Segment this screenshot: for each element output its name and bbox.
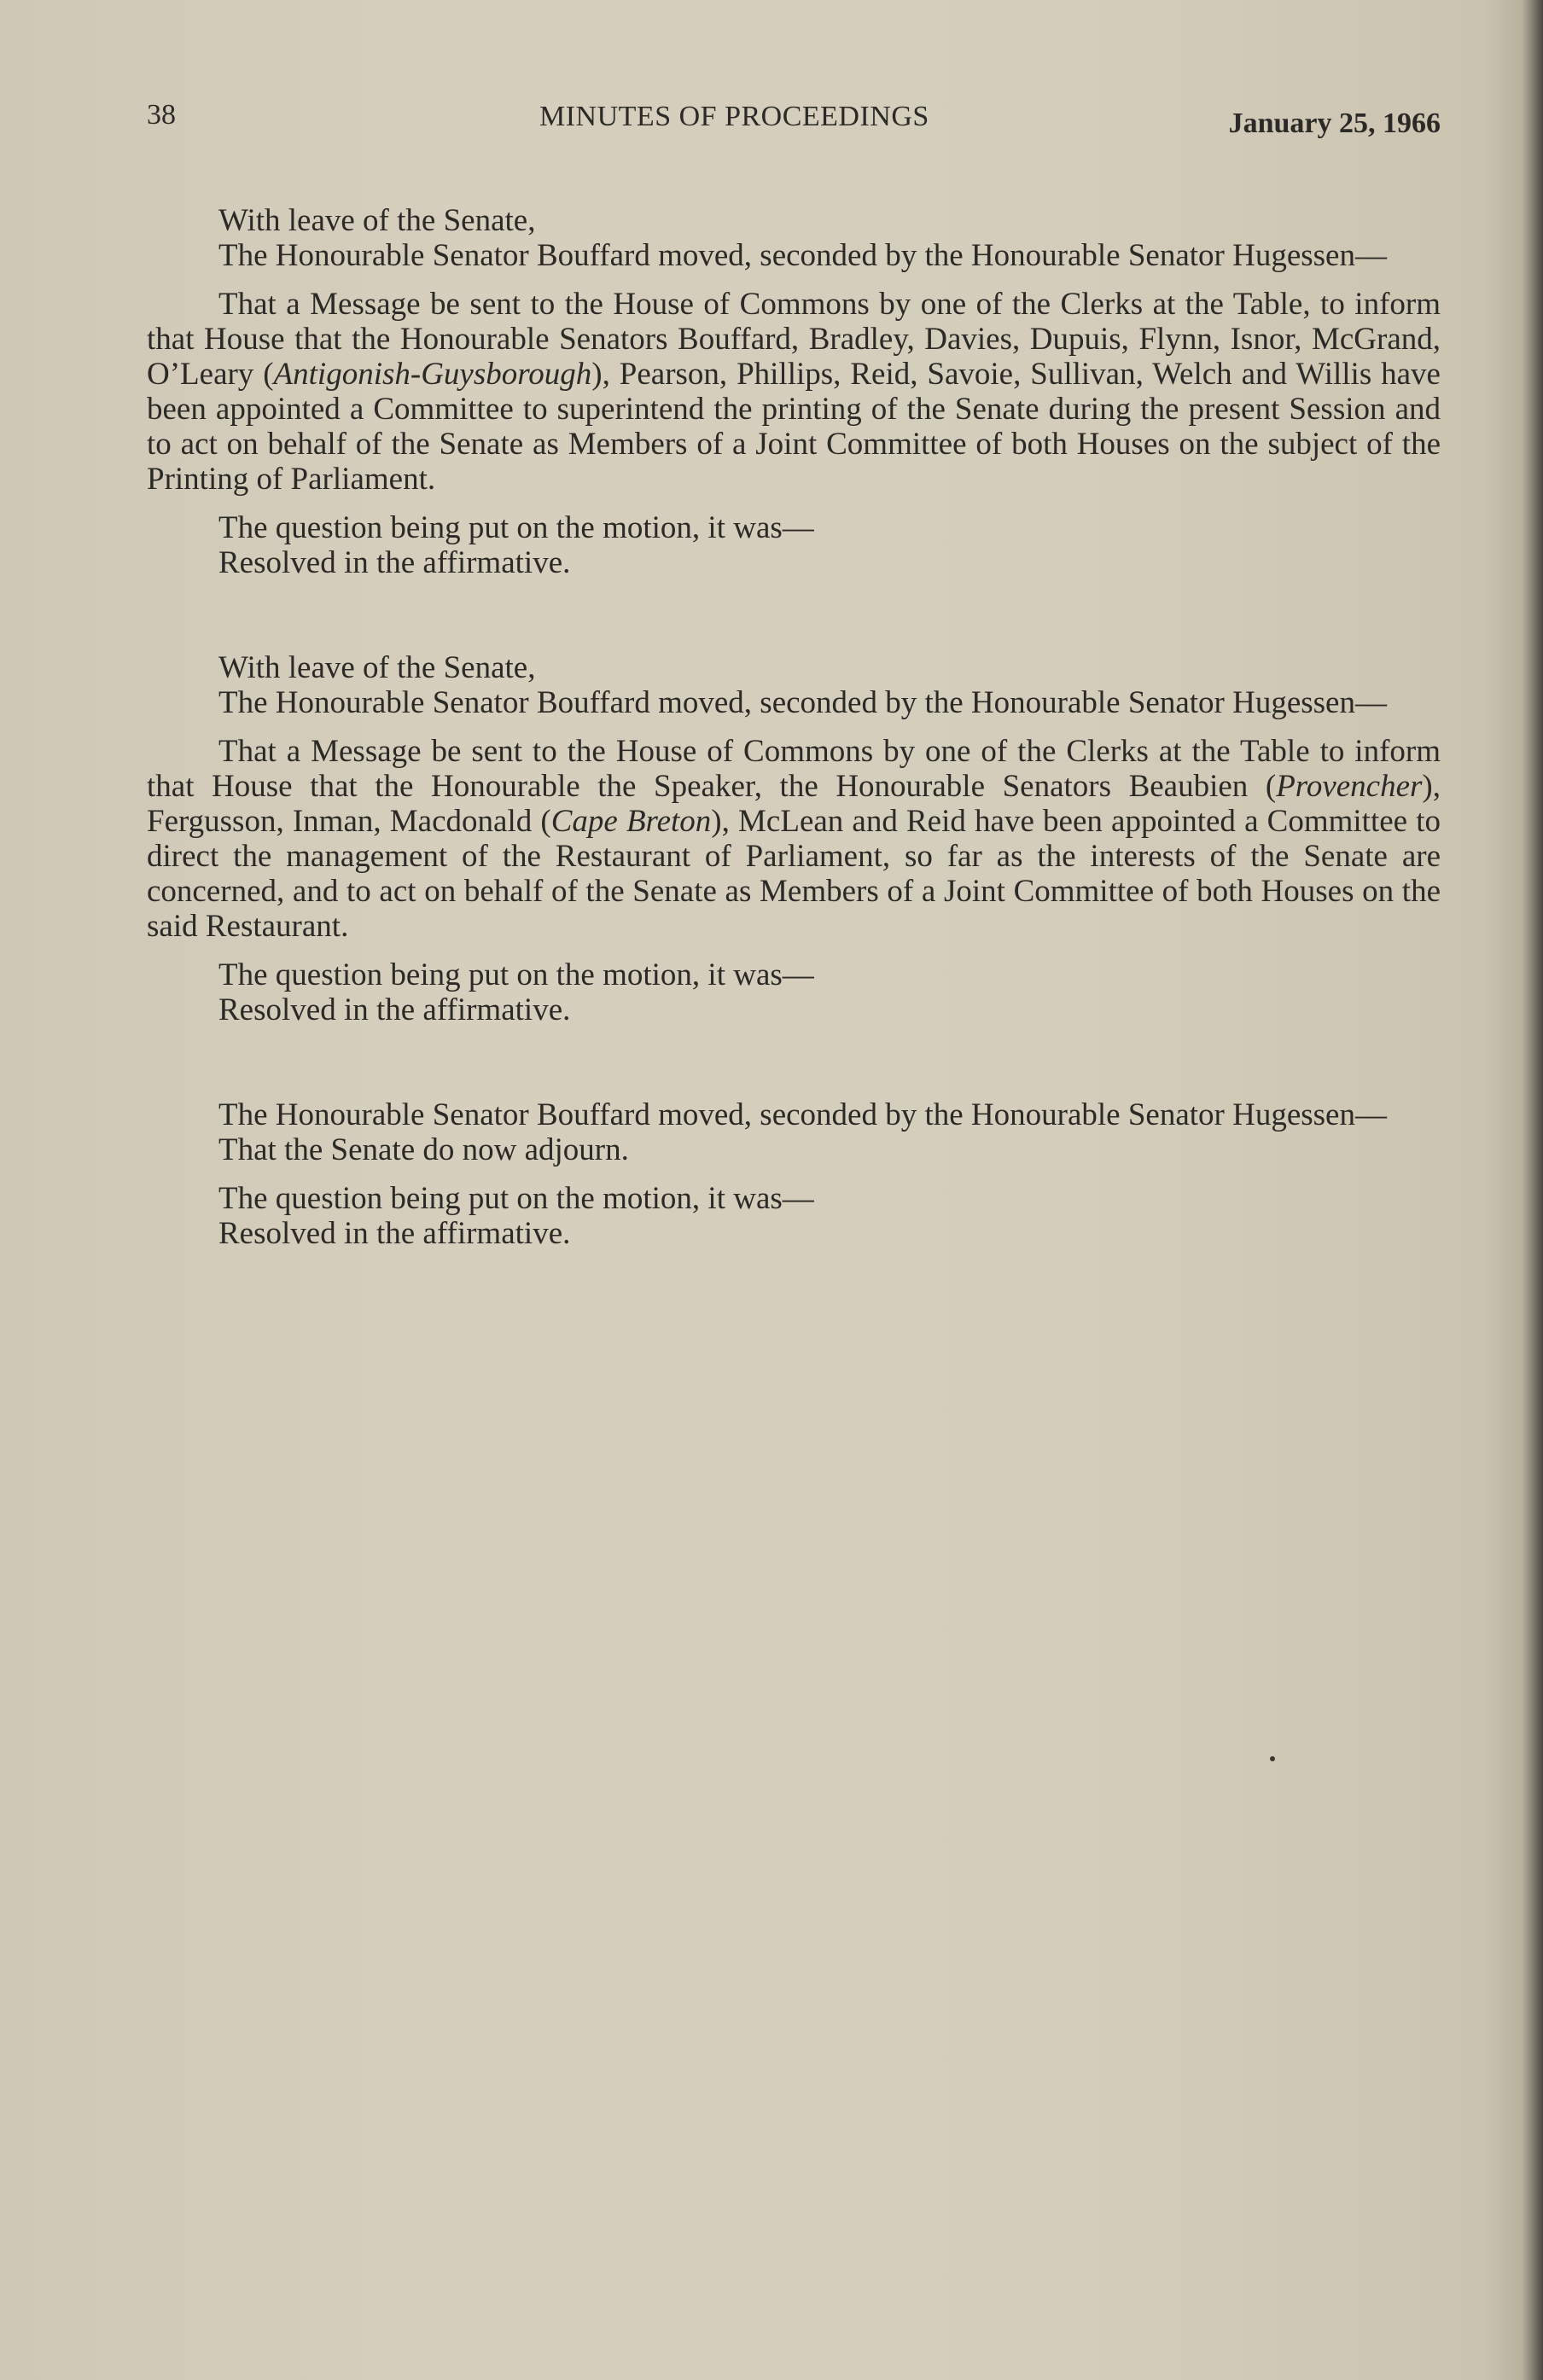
resolution-text-part: ), McLean and Reid have been appointed a Committee to direct the management of the Restaurant of Parliament, so far as the interests of the Senate are concerned, and to act on behalf of the Senate as Members of a Joint Committee of both Houses on the said Restaurant. [147, 804, 1441, 944]
page-number: 38 [147, 99, 176, 131]
motion-section-printing-committee [147, 203, 1441, 580]
question-line: The question being put on the motion, it was— [218, 510, 814, 545]
riding-name: Cape Breton [550, 804, 712, 839]
motion-section-restaurant-committee [147, 650, 1441, 1027]
question-line: The question being put on the motion, it was— [218, 1181, 814, 1216]
motion-text: The Honourable Senator Bouffard moved, seconded by the Honourable Senator Hugessen— [218, 238, 1387, 273]
resolution-text-part: ), Fergusson, Inman, Macdonald ( [147, 769, 1441, 839]
resolution-line: That the Senate do now adjourn. [218, 1132, 629, 1167]
paper-speck [1270, 1756, 1275, 1761]
motion-paragraph [147, 685, 1441, 720]
running-head: MINUTES OF PROCEEDINGS [539, 101, 929, 132]
motion-text: The Honourable Senator Bouffard moved, seconded by the Honourable Senator Hugessen— [218, 1097, 1387, 1132]
minutes-body [147, 203, 1441, 1321]
resolution-text-part: That a Message be sent to the House of Commons by one of the Clerks at the Table, to inform that House that the Honourable Senators Bouffard, Bradley, Davies, Dupuis, Flynn, Isnor, McGrand, O’Leary ( [147, 287, 1441, 392]
motion-paragraph [147, 238, 1441, 273]
resolution-paragraph [147, 734, 1441, 944]
question-line: The question being put on the motion, it was— [218, 957, 814, 992]
page-binding-edge [1521, 0, 1543, 2380]
leave-line: With leave of the Senate, [218, 203, 536, 238]
header-date: January 25, 1966 [1228, 108, 1441, 139]
motion-section-adjourn [147, 1097, 1441, 1251]
result-line: Resolved in the affirmative. [218, 992, 571, 1027]
result-line: Resolved in the affirmative. [218, 1216, 571, 1251]
riding-name: Provencher [1276, 769, 1423, 804]
leave-line: With leave of the Senate, [218, 650, 536, 685]
motion-paragraph [147, 1097, 1441, 1132]
result-line: Resolved in the affirmative. [218, 545, 571, 580]
motion-text: The Honourable Senator Bouffard moved, seconded by the Honourable Senator Hugessen— [218, 685, 1387, 720]
resolution-text-part: ), Pearson, Phillips, Reid, Savoie, Sullivan, Welch and Willis have been appointed a Committee to superintend the printing of the Senate during the present Session and to act on behalf of the Senate as Members of a Joint Committee of both Houses on the subject of the Printing of Parliament. [147, 357, 1441, 497]
riding-name: Antigonish-Guysborough [273, 357, 592, 392]
page-header [147, 96, 1441, 147]
resolution-paragraph [147, 287, 1441, 497]
resolution-text-part: That a Message be sent to the House of Commons by one of the Clerks at the Table to inform that House that the Honourable the Speaker, the Honourable Senators Beaubien ( [147, 734, 1441, 804]
